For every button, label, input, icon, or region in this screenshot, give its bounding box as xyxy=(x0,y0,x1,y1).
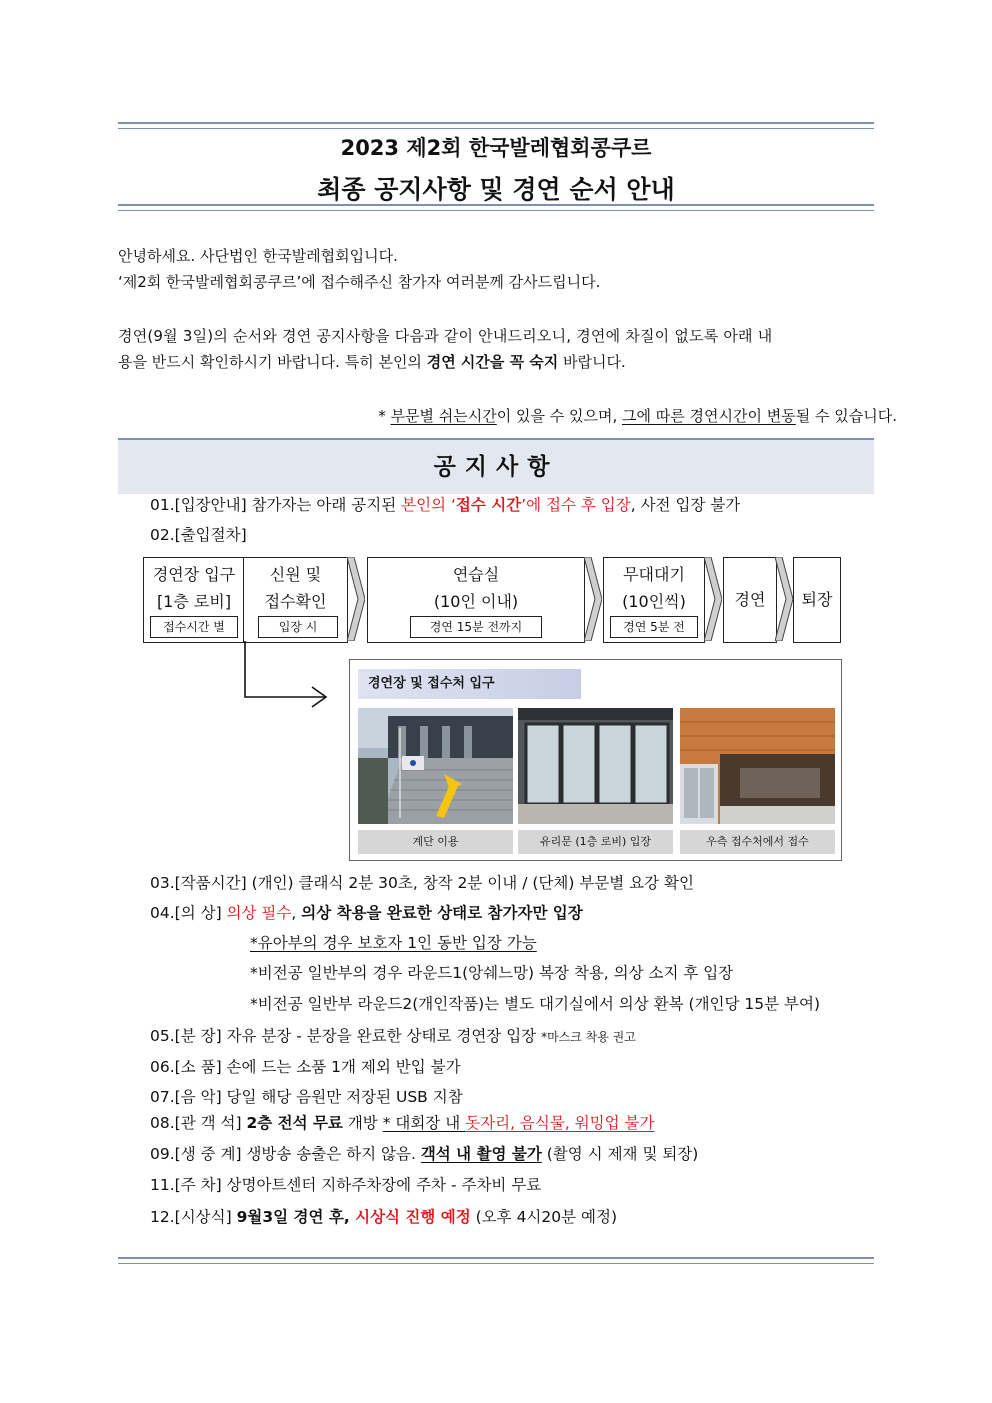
photo-caption-1: 계단 이용 xyxy=(358,830,513,854)
item-04 xyxy=(150,903,583,923)
top-rule xyxy=(118,122,874,129)
flow-step-performance: 경연 xyxy=(723,557,777,643)
item-04-sep: , xyxy=(291,904,302,922)
flow-step-sublabel: [1층 로비] xyxy=(156,592,232,611)
item-09-text: 09.[생 중 계] 생방송 송출은 하지 않음. xyxy=(150,1145,421,1163)
item-08-text: 개방 xyxy=(342,1114,383,1132)
title-bottom-rule xyxy=(118,204,874,211)
item-11: 11.[주 차] 상명아트센터 지하주차장에 주차 - 주차비 무료 xyxy=(150,1176,542,1194)
item-12-red: 시상식 진행 예정 xyxy=(355,1208,471,1226)
flow-step-label: 경연장 입구 xyxy=(152,565,236,584)
item-05-small: *마스크 착용 권고 xyxy=(541,1030,636,1044)
flow-step-tag: 접수시간 별 xyxy=(150,616,238,638)
title-line2: 최종 공지사항 및 경연 순서 안내 xyxy=(317,175,675,204)
flow-step-tag: 경연 15분 전까지 xyxy=(410,616,542,638)
flow-step-sublabel: (10인 이내) xyxy=(433,592,519,611)
photo-caption-3: 우측 접수처에서 접수 xyxy=(680,830,835,854)
intro-line1: 안녕하세요. 사단법인 한국발레협회입니다. xyxy=(118,247,398,265)
item-04-red: 의상 필수 xyxy=(226,904,292,922)
photo-panel-heading: 경연장 및 접수처 입구 xyxy=(358,669,581,699)
flow-step-label: 신원 및 xyxy=(269,565,322,584)
item-07: 07.[음 악] 당일 해당 음원만 저장된 USB 지참 xyxy=(150,1088,463,1106)
item-12-bold: 9월3일 경연 후, xyxy=(236,1208,356,1226)
item-01-red-2: ’에 접수 후 입장 xyxy=(521,496,631,514)
item-12-text-end: (오후 4시20분 예정) xyxy=(470,1208,618,1226)
flow-step-label: 무대대기 xyxy=(623,565,685,584)
flow-step-check xyxy=(243,557,348,643)
item-09-bold: 객석 내 촬영 불가 xyxy=(420,1145,542,1163)
item-09 xyxy=(150,1144,698,1164)
intro-text-end: 바랍니다. xyxy=(558,353,626,371)
item-05-text: 05.[분 장] 자유 분장 - 분장을 완료한 상태로 경연장 입장 xyxy=(150,1027,542,1045)
flow-chevron-icon xyxy=(584,557,602,641)
item-01-text-end: , 사전 입장 불가 xyxy=(630,496,741,514)
flow-step-exit: 퇴장 xyxy=(793,557,841,643)
photo-stairs xyxy=(358,708,513,824)
flow-step-tag: 경연 5분 전 xyxy=(610,616,698,638)
item-04-sub1: *유아부의 경우 보호자 1인 동반 입장 가능 xyxy=(250,934,537,952)
entrance-photo-panel xyxy=(349,659,842,861)
flow-step-entrance xyxy=(143,557,245,643)
item-09-text-end: (촬영 시 제재 및 퇴장) xyxy=(541,1145,699,1163)
elbow-arrow-icon xyxy=(240,641,340,711)
schedule-note xyxy=(378,406,897,426)
item-12 xyxy=(150,1207,617,1227)
item-01 xyxy=(150,495,740,515)
intro-line2: ‘제2회 한국발레협회콩쿠르’에 접수해주신 참가자 여러분께 감사드립니다. xyxy=(118,273,601,291)
photo-reception-desk xyxy=(680,708,835,824)
intro-para2-line2 xyxy=(118,352,626,372)
item-04-bold: 의상 착용을 완료한 상태로 참가자만 입장 xyxy=(301,904,583,922)
flow-step-label: 연습실 xyxy=(452,565,500,584)
item-04-label: 04.[의 상] xyxy=(150,904,227,922)
item-04-sub2: *비전공 일반부의 경우 라운드1(앙쉐느망) 복장 착용, 의상 소지 후 입장 xyxy=(250,964,734,982)
title-line1: 2023 제2회 한국발레협회콩쿠르 xyxy=(340,136,652,160)
item-08-underline: * 대회장 내 xyxy=(382,1114,466,1132)
item-08 xyxy=(150,1113,655,1133)
item-01-red-bold: 접수 시간 xyxy=(455,496,522,514)
flow-step-tag: 입장 시 xyxy=(258,616,338,638)
item-12-label: 12.[시상식] xyxy=(150,1208,237,1226)
item-05 xyxy=(150,1026,636,1047)
note-underline-2: 그에 따른 경연시간이 변동 xyxy=(622,407,796,425)
item-01-text: 01.[입장안내] 참가자는 아래 공지된 xyxy=(150,496,402,514)
flow-step-standby xyxy=(603,557,705,643)
item-02: 02.[출입절차] xyxy=(150,526,247,544)
flow-step-sublabel: (10인씩) xyxy=(622,592,686,611)
photo-caption-2: 유리문 (1층 로비) 입장 xyxy=(518,830,673,854)
notice-banner: 공지사항 xyxy=(118,438,874,494)
intro-emphasis: 경연 시간을 꼭 숙지 xyxy=(426,353,559,371)
bottom-rule xyxy=(118,1257,874,1264)
note-mid: 이 있을 수 있으며, xyxy=(496,407,623,425)
flow-chevron-icon xyxy=(704,557,722,641)
note-suffix: 될 수 있습니다. xyxy=(795,407,897,425)
flow-chevron-icon xyxy=(775,557,793,641)
flow-step-practice xyxy=(367,557,585,643)
item-03: 03.[작품시간] (개인) 클래식 2분 30초, 창작 2분 이내 / (단체) 부문별 요강 확인 xyxy=(150,874,694,892)
item-06: 06.[소 품] 손에 드는 소품 1개 제외 반입 불가 xyxy=(150,1058,461,1076)
item-08-bold: 2층 전석 무료 xyxy=(246,1114,343,1132)
flow-chevron-icon xyxy=(347,557,365,641)
item-04-sub3: *비전공 일반부 라운드2(개인작품)는 별도 대기실에서 의상 환복 (개인당 15분 부여) xyxy=(250,995,821,1013)
item-08-red: 돗자리, 음식물, 워밍업 불가 xyxy=(465,1114,655,1132)
flow-step-sublabel: 접수확인 xyxy=(264,592,327,611)
item-08-label: 08.[관 객 석] xyxy=(150,1114,247,1132)
note-underline-1: 부문별 쉬는시간 xyxy=(390,407,497,425)
item-01-red: 본인의 ‘ xyxy=(401,496,456,514)
note-prefix: * xyxy=(378,407,391,425)
intro-para2-line1: 경연(9월 3일)의 순서와 경연 공지사항을 다음과 같이 안내드리오니, 경연에 차질이 없도록 아래 내 xyxy=(118,327,773,345)
intro-text: 용을 반드시 확인하시기 바랍니다. 특히 본인의 xyxy=(118,353,427,371)
photo-glass-doors xyxy=(518,708,673,824)
